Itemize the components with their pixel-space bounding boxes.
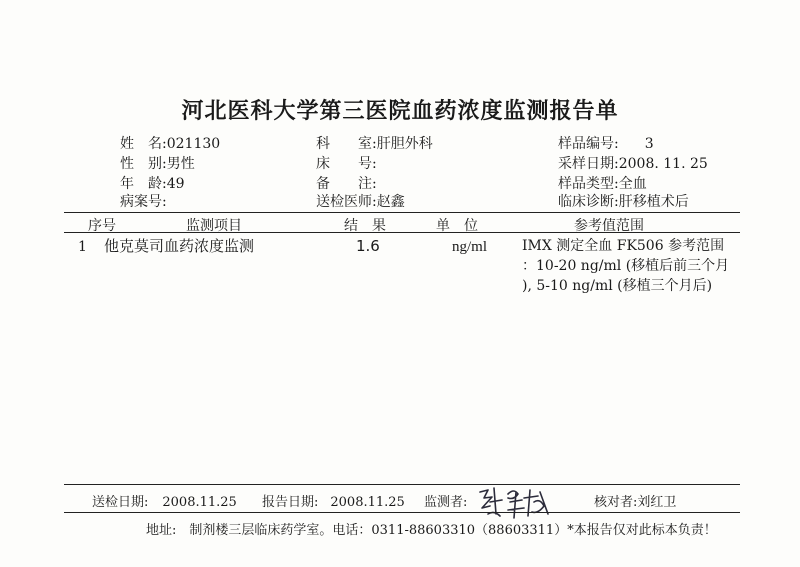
header-result: 结 果 <box>344 218 386 234</box>
patient-gender-row <box>120 155 195 173</box>
doctor-label: 送检医师: <box>316 194 377 210</box>
row-result: 1.6 <box>356 237 380 255</box>
report-title: 河北医科大学第三医院血药浓度监测报告单 <box>181 98 619 124</box>
doctor-row <box>316 193 405 211</box>
patient-record-label: 病案号: <box>120 194 167 210</box>
sample-id-label: 样品编号: <box>558 136 619 152</box>
header-item: 监测项目 <box>186 218 242 234</box>
submit-date <box>92 491 237 510</box>
note-label: 备 注: <box>316 176 377 192</box>
doctor-value: 赵鑫 <box>376 194 405 210</box>
patient-record-row <box>120 193 167 211</box>
patient-age-row <box>120 175 185 193</box>
diagnosis-label: 临床诊断: <box>558 194 619 210</box>
report-date-label: 报告日期: <box>262 495 319 510</box>
row-no: 1 <box>78 239 87 255</box>
patient-name-row <box>120 135 220 153</box>
checker-value: 刘红卫 <box>637 495 677 510</box>
note-row <box>316 175 377 193</box>
monitor <box>424 491 467 510</box>
header-unit: 单 位 <box>436 218 478 234</box>
bed-label: 床 号: <box>316 156 377 172</box>
reference-line-1: IMX 测定全血 FK506 参考范围 <box>522 238 725 254</box>
sample-type-value: 全血 <box>618 176 647 192</box>
sample-id-value: 3 <box>644 136 654 152</box>
patient-gender-value: 男性 <box>166 156 195 172</box>
footer-bottom-rule <box>64 512 740 513</box>
dept-label: 科 室: <box>316 136 377 152</box>
row-reference <box>522 236 758 296</box>
address-line: 地址: 制剂楼三层临床药学室。电话：0311-88603310（88603311）*本报告仅对此标本负责！ <box>146 523 717 538</box>
checker-label: 核对者: <box>594 495 638 510</box>
header-reference: 参考值范围 <box>574 218 644 234</box>
diagnosis-row <box>558 193 689 211</box>
patient-gender-label: 性 别: <box>120 156 167 172</box>
report-date-value: 2008.11.25 <box>330 495 405 510</box>
reference-line-3: ), 5-10 ng/ml (移植三个月后) <box>522 278 713 294</box>
patient-age-label: 年 龄: <box>120 176 167 192</box>
checker <box>594 491 676 510</box>
patient-name-value: 021130 <box>166 136 221 152</box>
sample-type-label: 样品类型: <box>558 176 619 192</box>
bed-row <box>316 155 377 173</box>
sample-id-row <box>558 135 654 153</box>
submit-date-label: 送检日期: <box>92 495 149 510</box>
monitor-label: 监测者: <box>424 495 468 510</box>
sample-date-row <box>558 155 708 173</box>
dept-value: 肝胆外科 <box>376 136 433 152</box>
footer-top-rule <box>64 484 740 485</box>
reference-line-2: ：10-20 ng/ml (移植后前三个月 <box>522 258 730 274</box>
row-unit: ng/ml <box>452 239 488 255</box>
patient-name-label: 姓 名: <box>120 136 167 152</box>
header-top-rule <box>64 212 740 213</box>
signature-icon <box>474 484 566 522</box>
report-date <box>262 491 405 510</box>
header-no: 序号 <box>88 218 116 234</box>
row-item: 他克莫司血药浓度监测 <box>104 237 255 255</box>
header-bottom-rule <box>64 232 740 233</box>
dept-row <box>316 135 433 153</box>
sample-date-value: 2008. 11. 25 <box>618 156 708 172</box>
diagnosis-value: 肝移植术后 <box>618 194 689 210</box>
sample-date-label: 采样日期: <box>558 156 619 172</box>
sample-type-row <box>558 175 647 193</box>
patient-age-value: 49 <box>166 176 185 192</box>
submit-date-value: 2008.11.25 <box>162 495 237 510</box>
